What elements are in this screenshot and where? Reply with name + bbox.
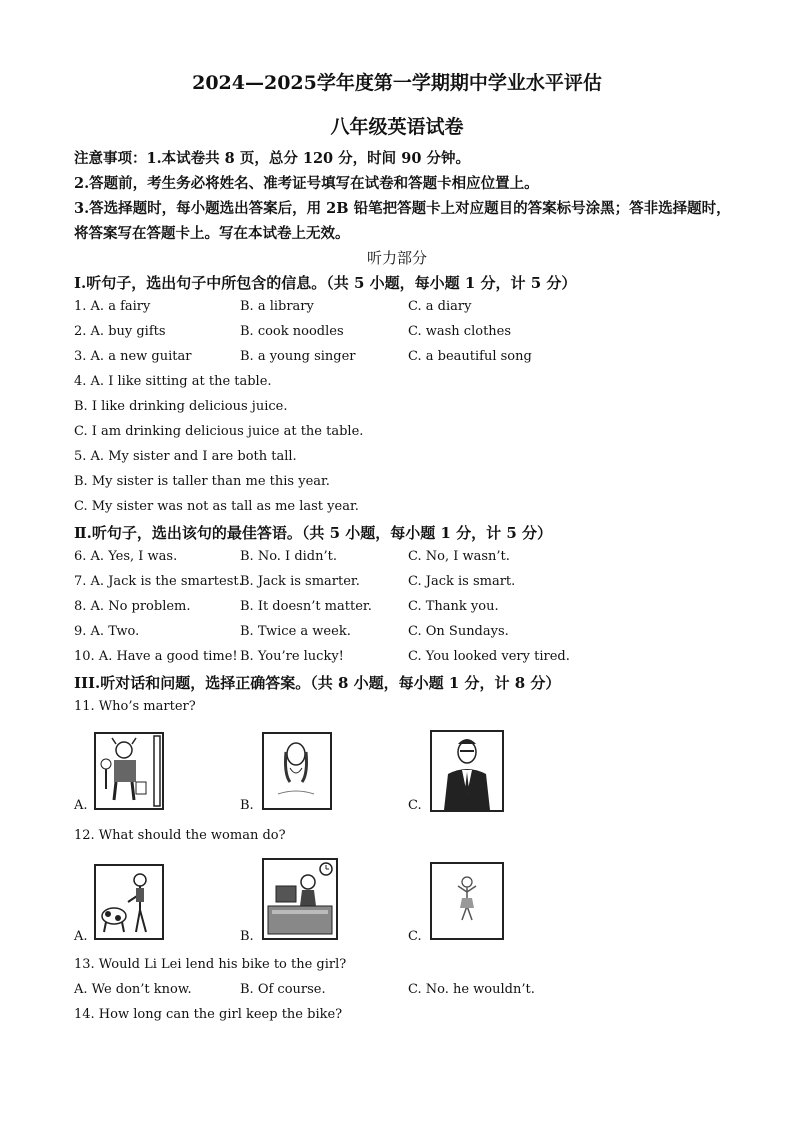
q5-option-a: 5. A. My sister and I are both tall. — [74, 449, 297, 464]
question-14: 14. How long can the girl keep the bike? — [74, 1007, 343, 1022]
section-1-heading: I.听句子，选出句子中所包含的信息。（共 5 小题，每小题 1 分，计 5 分） — [74, 274, 577, 292]
q1-option-b: B. a library — [240, 299, 314, 314]
q12-picture-b-woman-at-computer — [262, 858, 338, 940]
exam-title: 2024—2025学年度第一学期期中学业水平评估 — [192, 72, 602, 94]
q9-option-c: C. On Sundays. — [408, 624, 509, 639]
q11-label-c: C. — [408, 798, 422, 813]
q11-label-a: A. — [74, 798, 88, 813]
note-2: 2.答题前，考生务必将姓名、准考证号填写在试卷和答题卡相应位置上。 — [74, 175, 539, 192]
q2-option-b: B. cook noodles — [240, 324, 344, 339]
q12-picture-c-girl-dancing — [430, 862, 504, 940]
exam-subtitle: 八年级英语试卷 — [330, 116, 464, 138]
q13-option-a: A. We don’t know. — [74, 982, 192, 997]
q2-option-c: C. wash clothes — [408, 324, 512, 339]
q7-option-a: 7. A. Jack is the smartest. — [74, 574, 243, 589]
q4-option-c: C. I am drinking delicious juice at the table. — [74, 424, 364, 439]
q5-option-c: C. My sister was not as tall as me last year. — [74, 499, 359, 514]
q9-option-a: 9. A. Two. — [74, 624, 140, 639]
question-12: 12. What should the woman do? — [74, 828, 286, 843]
q11-picture-c-man-in-suit — [430, 730, 504, 812]
q6-option-a: 6. A. Yes, I was. — [74, 549, 178, 564]
listening-label: 听力部分 — [366, 249, 427, 267]
question-13: 13. Would Li Lei lend his bike to the girl? — [74, 957, 347, 972]
q2-option-a: 2. A. buy gifts — [74, 324, 166, 339]
q11-picture-b-girl — [262, 732, 332, 810]
q4-option-a: 4. A. I like sitting at the table. — [74, 374, 272, 389]
q12-label-a: A. — [74, 929, 88, 944]
q3-option-b: B. a young singer — [240, 349, 356, 364]
q12-label-b: B. — [240, 929, 254, 944]
q7-option-b: B. Jack is smarter. — [240, 574, 360, 589]
q12-label-c: C. — [408, 929, 422, 944]
q3-option-c: C. a beautiful song — [408, 349, 532, 364]
q6-option-c: C. No, I wasn’t. — [408, 549, 510, 564]
q10-option-c: C. You looked very tired. — [408, 649, 570, 664]
q1-option-c: C. a diary — [408, 299, 472, 314]
q13-option-b: B. Of course. — [240, 982, 326, 997]
q1-option-a: 1. A. a fairy — [74, 299, 151, 314]
question-11: 11. Who’s marter? — [74, 699, 196, 714]
q8-option-c: C. Thank you. — [408, 599, 499, 614]
q6-option-b: B. No. I didn’t. — [240, 549, 337, 564]
note-3: 3.答选择题时，每小题选出答案后，用 2B 铅笔把答题卡上对应题目的答案标号涂黑；答非选择题时，将答案写在答题卡上。写在本试卷上无效。 — [74, 200, 731, 242]
q8-option-a: 8. A. No problem. — [74, 599, 191, 614]
q10-option-b: B. You’re lucky! — [240, 649, 344, 664]
q7-option-c: C. Jack is smart. — [408, 574, 516, 589]
q9-option-b: B. Twice a week. — [240, 624, 351, 639]
q13-option-c: C. No. he wouldn’t. — [408, 982, 535, 997]
note-1: 注意事项：1.本试卷共 8 页，总分 120 分，时间 90 分钟。 — [74, 150, 470, 167]
section-2-heading: Ⅱ.听句子，选出该句的最佳答语。（共 5 小题，每小题 1 分，计 5 分） — [74, 524, 553, 542]
q12-picture-a-woman-with-dog — [94, 864, 164, 940]
q5-option-b: B. My sister is taller than me this year. — [74, 474, 330, 489]
q8-option-b: B. It doesn’t matter. — [240, 599, 372, 614]
section-3-heading: III.听对话和问题，选择正确答案。（共 8 小题，每小题 1 分，计 8 分） — [74, 674, 561, 692]
q4-option-b: B. I like drinking delicious juice. — [74, 399, 288, 414]
q10-option-a: 10. A. Have a good time! — [74, 649, 238, 664]
q3-option-a: 3. A. a new guitar — [74, 349, 192, 364]
q11-label-b: B. — [240, 798, 254, 813]
q11-picture-a-children — [94, 732, 164, 810]
